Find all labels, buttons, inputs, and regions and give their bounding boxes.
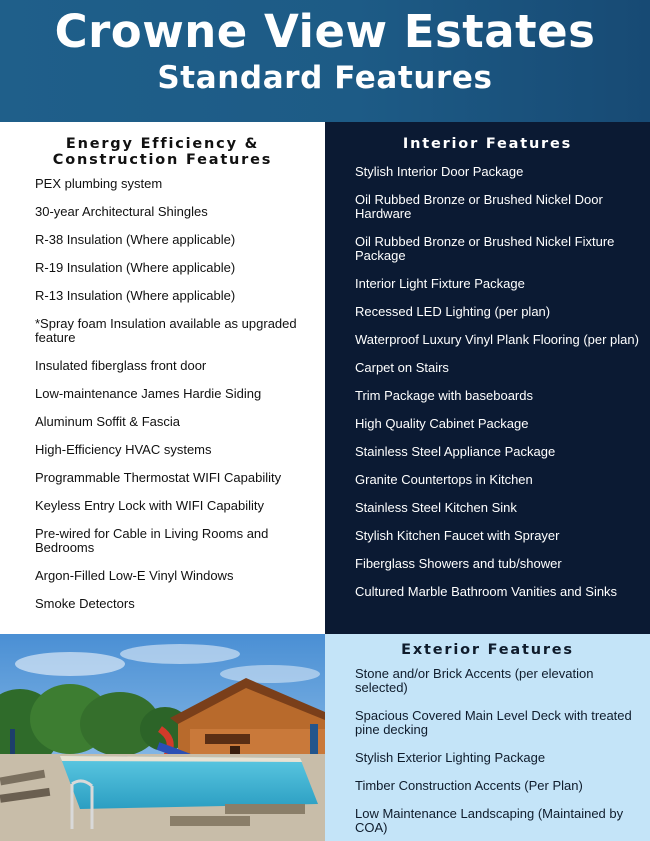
interior-features-panel	[325, 122, 650, 634]
exterior-heading: Exterior Features	[401, 642, 574, 658]
list-item: Stylish Kitchen Faucet with Sprayer	[355, 528, 560, 543]
exterior-features-panel	[325, 634, 650, 841]
list-item: Oil Rubbed Bronze or Brushed Nickel Fixture Package	[355, 234, 615, 263]
interior-heading: Interior Features	[402, 136, 573, 152]
list-item: Keyless Entry Lock with WIFI Capability	[35, 498, 265, 513]
list-item: Fiberglass Showers and tub/shower	[355, 556, 562, 571]
list-item: Insulated fiberglass front door	[35, 358, 207, 373]
list-item: Stainless Steel Kitchen Sink	[355, 500, 517, 515]
list-item: Interior Light Fixture Package	[355, 276, 525, 291]
list-item: Pre-wired for Cable in Living Rooms and Bedrooms	[35, 526, 269, 555]
list-item: R-13 Insulation (Where applicable)	[35, 288, 236, 303]
energy-heading-line1: Energy Efficiency &	[65, 136, 260, 152]
list-item: Argon-Filled Low-E Vinyl Windows	[35, 568, 234, 583]
list-item: R-38 Insulation (Where applicable)	[35, 232, 236, 247]
list-item: Stylish Interior Door Package	[355, 164, 524, 179]
list-item: Timber Construction Accents (Per Plan)	[355, 778, 583, 793]
interior-list	[355, 165, 640, 613]
energy-heading	[0, 136, 325, 168]
header-banner	[0, 0, 650, 122]
list-item: PEX plumbing system	[35, 176, 163, 191]
exterior-list	[355, 667, 640, 841]
pool-photo-illustration	[0, 634, 325, 841]
list-item: R-19 Insulation (Where applicable)	[35, 260, 236, 275]
list-item: Cultured Marble Bathroom Vanities and Sinks	[355, 584, 618, 599]
list-item: Stainless Steel Appliance Package	[355, 444, 556, 459]
list-item: Granite Countertops in Kitchen	[355, 472, 533, 487]
list-item: Trim Package with baseboards	[355, 388, 533, 403]
energy-construction-panel	[0, 122, 325, 634]
page-title: Crowne View Estates	[54, 5, 596, 58]
list-item: Low Maintenance Landscaping (Maintained by COA)	[355, 806, 624, 835]
pool-photo	[0, 634, 325, 841]
list-item: Programmable Thermostat WIFI Capability	[35, 470, 282, 485]
energy-heading-line2: Construction Features	[52, 152, 273, 168]
list-item: Waterproof Luxury Vinyl Plank Flooring (per plan)	[355, 332, 639, 347]
list-item: High Quality Cabinet Package	[355, 416, 529, 431]
energy-list	[35, 177, 315, 625]
list-item: Recessed LED Lighting (per plan)	[355, 304, 551, 319]
list-item: Stone and/or Brick Accents (per elevation selected)	[355, 666, 594, 695]
list-item: Stylish Exterior Lighting Package	[355, 750, 546, 765]
list-item: Carpet on Stairs	[355, 360, 449, 375]
list-item: *Spray foam Insulation available as upgraded feature	[35, 316, 297, 345]
list-item: Oil Rubbed Bronze or Brushed Nickel Door Hardware	[355, 192, 603, 221]
list-item: Low-maintenance James Hardie Siding	[35, 386, 262, 401]
list-item: High-Efficiency HVAC systems	[35, 442, 212, 457]
list-item: 30-year Architectural Shingles	[35, 204, 208, 219]
list-item: Aluminum Soffit & Fascia	[35, 414, 180, 429]
page-subtitle: Standard Features	[157, 60, 493, 96]
list-item: Spacious Covered Main Level Deck with treated pine decking	[355, 708, 632, 737]
list-item: Smoke Detectors	[35, 596, 135, 611]
